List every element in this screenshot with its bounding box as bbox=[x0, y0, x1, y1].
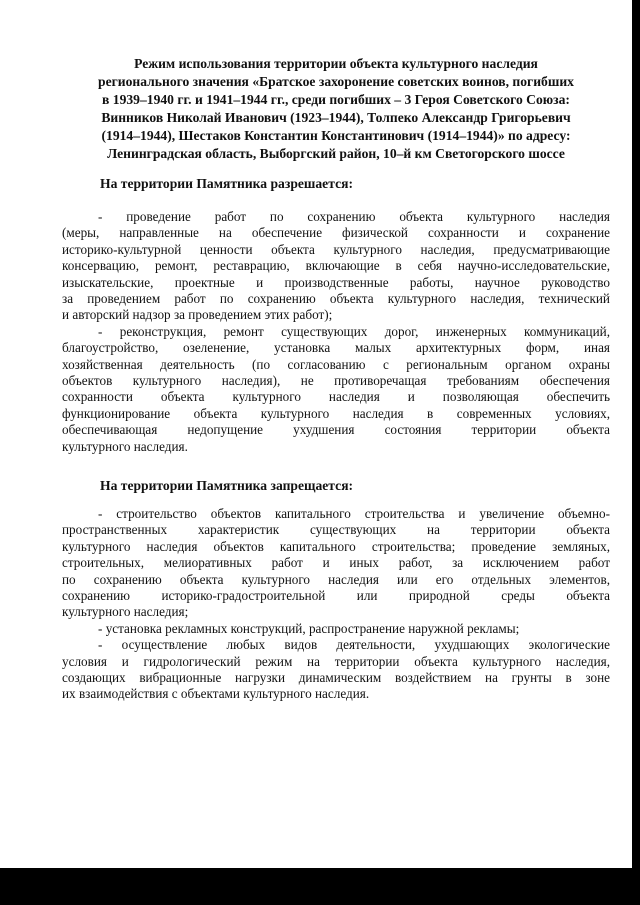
paragraph-line: изыскательские, проектные и производственные работы, научное руководство bbox=[62, 274, 610, 290]
allowed-section bbox=[62, 209, 610, 455]
paragraph-line: пространственных характеристик существующих на территории объекта bbox=[62, 522, 610, 538]
paragraph-line: обеспечивающая недопущение ухудшения состояния территории объекта bbox=[62, 422, 610, 438]
paragraph-line: условия и гидрологический режим на территории объекта культурного наследия, bbox=[62, 653, 610, 669]
paragraph-line: - проведение работ по сохранению объекта культурного наследия bbox=[98, 209, 610, 224]
paragraph-line: культурного наследия. bbox=[62, 438, 188, 454]
paragraph-line: хозяйственная деятельность (по согласованию с региональным органом охраны bbox=[62, 356, 610, 372]
paragraph-line: историко-культурной ценности объекта культурного наследия, предусматривающие bbox=[62, 241, 610, 257]
title-line: Винников Николай Иванович (1923–1944), Толпеко Александр Григорьевич bbox=[101, 110, 571, 125]
paragraph-line: - реконструкция, ремонт существующих дорог, инженерных коммуникаций, bbox=[98, 323, 610, 339]
paragraph-line: строительных, мелиоративных работ и иных работ, за исключением работ bbox=[62, 555, 610, 571]
paragraph-line: культурного наследия; bbox=[62, 604, 189, 620]
title-line: Ленинградская область, Выборгский район, 10–й км Светогорского шоссе bbox=[107, 146, 565, 161]
paragraph-line: консервацию, ремонт, реставрацию, включающие в себя научно-исследовательские, bbox=[62, 258, 610, 274]
title-line: регионального значения «Братское захоронение советских воинов, погибших bbox=[98, 74, 574, 89]
paragraph-line: их взаимодействия с объектами культурного наследия. bbox=[62, 686, 370, 702]
paragraph-line: благоустройство, озеленение, установка малых архитектурных форм, иная bbox=[62, 340, 610, 356]
paragraph-line: создающих вибрационные нагрузки динамическим воздействием на грунты в зоне bbox=[62, 670, 610, 686]
paragraph-line: - строительство объектов капитального строительства и увеличение объемно- bbox=[98, 506, 610, 521]
scan-border-right bbox=[632, 0, 640, 905]
title-line: (1914–1944), Шестаков Константин Константинович (1914–1944)» по адресу: bbox=[101, 128, 571, 143]
prohibited-section bbox=[62, 506, 610, 703]
prohibited-heading: На территории Памятника запрещается: bbox=[100, 478, 354, 493]
paragraph-line: (меры, направленные на обеспечение физической сохранности и сохранение bbox=[62, 225, 610, 241]
document-title bbox=[62, 55, 610, 163]
paragraph-line: за проведением работ по сохранению объекта культурного наследия, технический bbox=[62, 291, 610, 307]
allowed-heading: На территории Памятника разрешается: bbox=[100, 176, 353, 191]
paragraph-line: сохранности объекта культурного наследия и позволяющая обеспечить bbox=[62, 389, 610, 405]
paragraph-line: - установка рекламных конструкций, распространение наружной рекламы; bbox=[98, 620, 520, 636]
paragraph-line: сохранению историко-градостроительной или природной среды объекта bbox=[62, 588, 610, 604]
paragraph-line: функционирование объекта культурного наследия в современных условиях, bbox=[62, 405, 610, 421]
title-line: в 1939–1940 гг. и 1941–1944 гг., среди погибших – 3 Героя Советского Союза: bbox=[102, 92, 570, 107]
paragraph-line: объектов культурного наследия), не противоречащая требованиям обеспечения bbox=[62, 373, 610, 389]
title-line: Режим использования территории объекта культурного наследия bbox=[134, 56, 538, 71]
paragraph-line: по сохранению объекта культурного наследия или его отдельных элементов, bbox=[62, 571, 610, 587]
paragraph-line: - осуществление любых видов деятельности, ухудшающих экологические bbox=[98, 637, 610, 653]
paragraph-line: культурного наследия объектов капитального строительства; проведение земляных, bbox=[62, 538, 610, 554]
paragraph-line: и авторский надзор за проведением этих работ); bbox=[62, 307, 333, 323]
scan-border-bottom bbox=[0, 868, 640, 905]
